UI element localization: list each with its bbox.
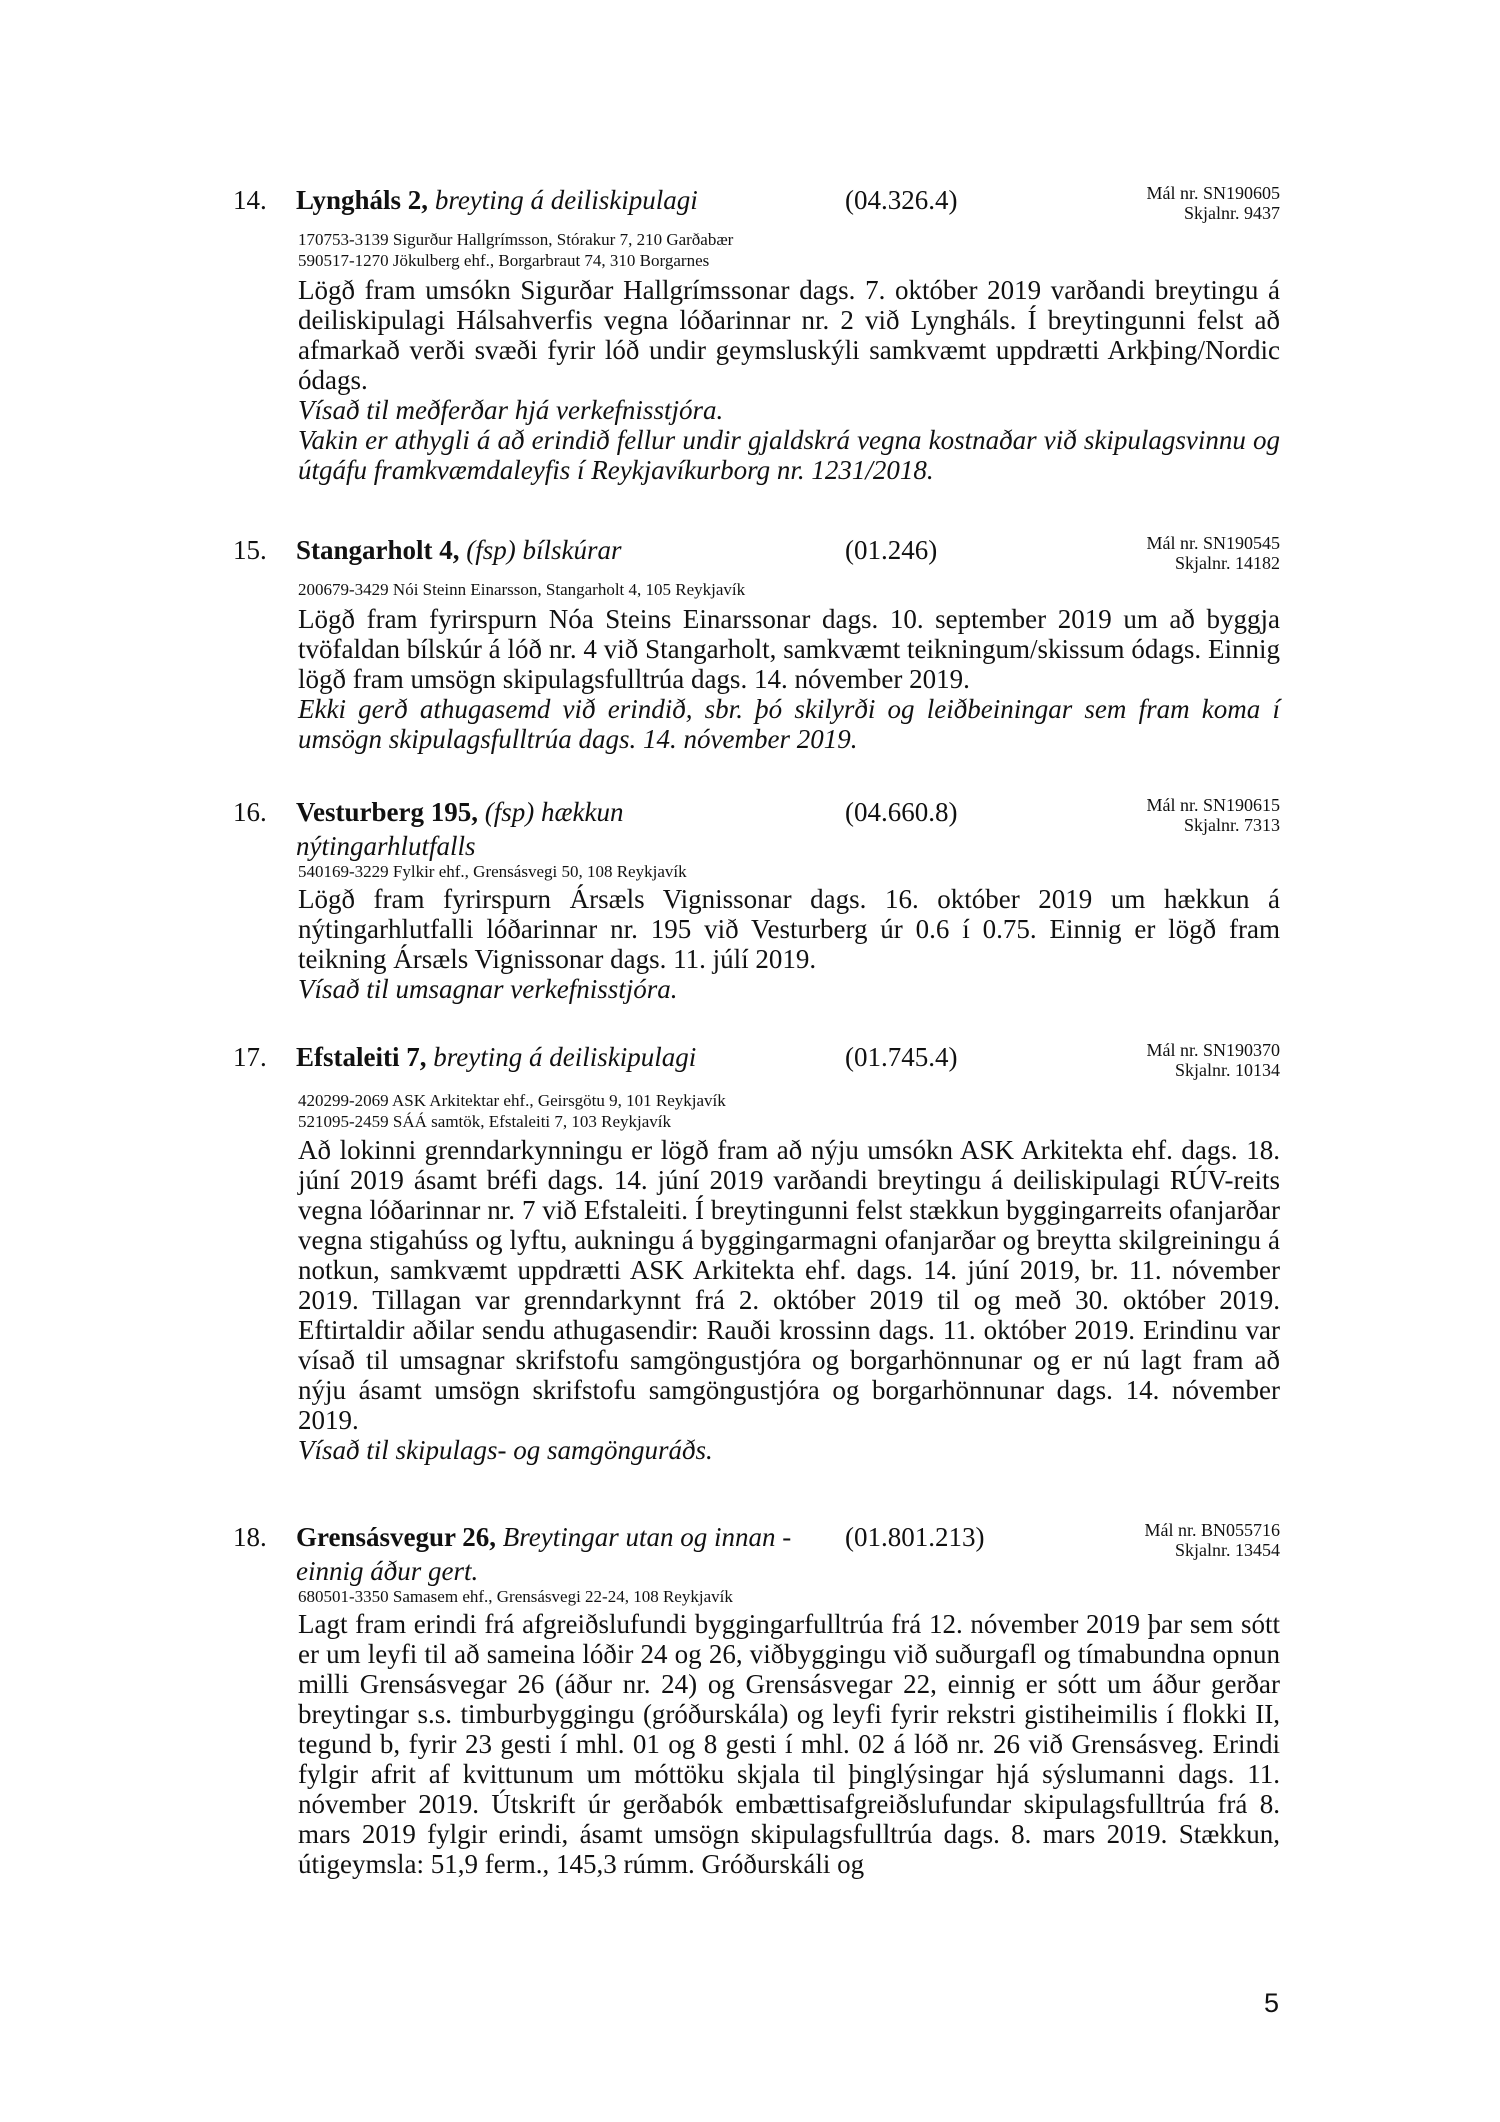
item-decision: Vísað til skipulags- og samgönguráðs. xyxy=(298,1435,713,1465)
parties xyxy=(298,1090,726,1132)
party-line: 540169-3229 Fylkir ehf., Grensásvegi 50, 108 Reykjavík xyxy=(298,862,687,881)
item-code: (04.660.8) xyxy=(845,797,958,827)
item-number: 18. xyxy=(233,1522,267,1552)
item-subject: (fsp) bílskúrar xyxy=(466,535,622,565)
case-number: Mál nr. BN055716 xyxy=(1144,1520,1280,1540)
case-number: Mál nr. SN190545 xyxy=(1146,533,1280,553)
case-number: Mál nr. SN190615 xyxy=(1146,795,1280,815)
item-code: (01.745.4) xyxy=(845,1042,958,1072)
party-line: 521095-2459 SÁÁ samtök, Efstaleiti 7, 103 Reykjavík xyxy=(298,1112,672,1131)
item-decision: Ekki gerð athugasemd við erindið, sbr. þó skilyrði og leiðbeiningar sem fram koma í umsögn skipulagsfulltrúa dags. 14. nóvember 2019. xyxy=(298,694,1280,754)
item-number: 15. xyxy=(233,535,267,565)
case-number: Mál nr. SN190370 xyxy=(1146,1040,1280,1060)
item-text: Að lokinni grenndarkynningu er lögð fram að nýju umsókn ASK Arkitekta ehf. dags. 18. júní 2019 ásamt bréfi dags. 14. júní 2019 varðandi breytingu á deiliskipulagi RÚV-reits vegna lóðarinnar nr. 7 við Efstaleiti. Í breytingunni felst stækkun byggingarreits ofanjarðar vegna stigahúss og lyftu, aukningu á byggingarmagni ofanjarðar og breytta skilgreiningu á notkun, samkvæmt uppdrætti ASK Arkitekta ehf. dags. 14. júní 2019, br. 11. nóvember 2019. Tillagan var grenndarkynnt frá 2. október 2019 til og með 30. október 2019. Eftirtaldir aðilar sendu athugasendir: Rauði krossinn dags. 11. október 2019. Erindinu var vísað til umsagnar skrifstofu samgöngustjóra og borgarhönnunar og er nú lagt fram að nýju ásamt umsögn skrifstofu samgöngustjóra og borgarhönnunar dags. 14. nóvember 2019. xyxy=(298,1135,1280,1435)
document-number: Skjalnr. 10134 xyxy=(1174,1060,1280,1080)
party-line: 200679-3429 Nói Steinn Einarsson, Stangarholt 4, 105 Reykjavík xyxy=(298,580,746,599)
item-name: Efstaleiti 7, xyxy=(296,1042,427,1072)
item-title xyxy=(296,795,696,863)
item-number: 14. xyxy=(233,185,267,215)
item-body xyxy=(298,1135,1280,1465)
item-title xyxy=(296,183,816,217)
item-decision: Vísað til umsagnar verkefnisstjóra. xyxy=(298,974,678,1004)
item-subject: Breytingar utan og innan - einnig áður gert. xyxy=(296,1522,792,1586)
item-code: (04.326.4) xyxy=(845,185,958,215)
item-name: Stangarholt 4, xyxy=(296,535,460,565)
party-line: 170753-3139 Sigurður Hallgrímsson, Stórakur 7, 210 Garðabær xyxy=(298,230,734,249)
item-text: Lagt fram erindi frá afgreiðslufundi byggingarfulltrúa frá 12. nóvember 2019 þar sem sótt er um leyfi til að sameina lóðir 24 og 26, viðbyggingu við suðurgafl og tímabundna opnun milli Grensásvegar 26 (áður nr. 24) og Grensásvegar 22, einnig er sótt um áður gerðar breytingar s.s. timburbyggingu (gróðurskála) og leyfi fyrir rekstri gistiheimilis í flokki II, tegund b, fyrir 23 gesti í mhl. 01 og 8 gesti í mhl. 02 á lóð nr. 26 við Grensásveg. Erindi fylgir afrit af kvittunum um móttöku skjala til þinglýsingar hjá sýslumanni dags. 11. nóvember 2019. Útskrift úr gerðabók embættisafgreiðslufundar skipulagsfulltrúa frá 8. mars 2019 fylgir erindi, ásamt umsögn skipulagsfulltrúa dags. 8. mars 2019. Stækkun, útigeymsla: 51,9 ferm., 145,3 rúmm. Gróðurskáli og xyxy=(298,1609,1280,1879)
item-title xyxy=(296,533,816,567)
case-number: Mál nr. SN190605 xyxy=(1146,183,1280,203)
party-line: 680501-3350 Samasem ehf., Grensásvegi 22-24, 108 Reykjavík xyxy=(298,1587,733,1606)
case-reference xyxy=(1146,183,1280,223)
case-reference xyxy=(1146,1040,1280,1080)
case-reference xyxy=(1144,1520,1280,1560)
item-number: 17. xyxy=(233,1042,267,1072)
page-number: 5 xyxy=(1264,1988,1280,2018)
document-number: Skjalnr. 7313 xyxy=(1183,815,1280,835)
item-subject: breyting á deiliskipulagi xyxy=(433,1042,697,1072)
item-number: 16. xyxy=(233,797,267,827)
item-title xyxy=(296,1520,816,1588)
document-number: Skjalnr. 14182 xyxy=(1174,553,1280,573)
item-name: Grensásvegur 26, xyxy=(296,1522,497,1552)
item-subject: breyting á deiliskipulagi xyxy=(434,185,698,215)
case-reference xyxy=(1146,533,1280,573)
item-title xyxy=(296,1040,816,1074)
item-body xyxy=(298,604,1280,754)
item-code: (01.801.213) xyxy=(845,1522,985,1552)
parties xyxy=(298,861,687,882)
item-text: Lögð fram fyrirspurn Ársæls Vignissonar dags. 16. október 2019 um hækkun á nýtingarhlutfalli lóðarinnar nr. 195 við Vesturberg úr 0.6 í 0.75. Einnig er lögð fram teikning Ársæls Vignissonar dags. 11. júlí 2019. xyxy=(298,884,1280,974)
item-decision: Vakin er athygli á að erindið fellur undir gjaldskrá vegna kostnaðar við skipulagsvinnu og útgáfu framkvæmdaleyfis í Reykjavíkurborg nr. 1231/2018. xyxy=(298,425,1280,485)
item-body xyxy=(298,884,1280,1004)
parties xyxy=(298,579,745,600)
item-name: Vesturberg 195, xyxy=(296,797,478,827)
item-name: Lyngháls 2, xyxy=(296,185,429,215)
case-reference xyxy=(1146,795,1280,835)
party-line: 420299-2069 ASK Arkitektar ehf., Geirsgötu 9, 101 Reykjavík xyxy=(298,1091,726,1110)
item-subject: (fsp) hækkun nýtingarhlutfalls xyxy=(296,797,624,861)
item-code: (01.246) xyxy=(845,535,938,565)
party-line: 590517-1270 Jökulberg ehf., Borgarbraut 74, 310 Borgarnes xyxy=(298,251,710,270)
item-body xyxy=(298,275,1280,485)
item-decision: Vísað til meðferðar hjá verkefnisstjóra. xyxy=(298,395,724,425)
document-number: Skjalnr. 9437 xyxy=(1183,203,1280,223)
parties xyxy=(298,1586,733,1607)
item-text: Lögð fram fyrirspurn Nóa Steins Einarssonar dags. 10. september 2019 um að byggja tvöfaldan bílskúr á lóð nr. 4 við Stangarholt, samkvæmt teikningum/skissum ódags. Einnig lögð fram umsögn skipulagsfulltrúa dags. 14. nóvember 2019. xyxy=(298,604,1280,694)
parties xyxy=(298,229,733,271)
item-body xyxy=(298,1609,1280,1879)
item-text: Lögð fram umsókn Sigurðar Hallgrímssonar dags. 7. október 2019 varðandi breytingu á deiliskipulagi Hálsahverfis vegna lóðarinnar nr. 2 við Lyngháls. Í breytingunni felst að afmarkað verði svæði fyrir lóð undir geymsluskýli samkvæmt uppdrætti Arkþing/Nordic ódags. xyxy=(298,275,1280,395)
document-number: Skjalnr. 13454 xyxy=(1174,1540,1280,1560)
